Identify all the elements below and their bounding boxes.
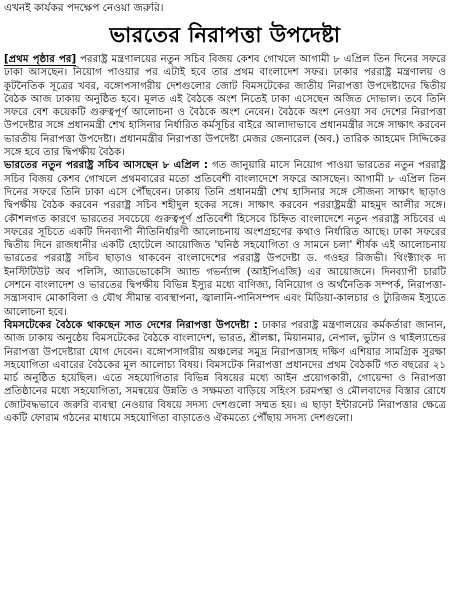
intro-paragraph bbox=[4, 53, 446, 159]
section-foreign-secretary-head: ভারতের নতুন পররাষ্ট্র সচিব আসছেন ৮ এপ্রিল : bbox=[4, 160, 208, 172]
continuation-tag: [প্রথম পৃষ্ঠার পর] bbox=[4, 54, 77, 65]
section-foreign-secretary-text: গত জানুয়ারি মাসে নিয়োগ পাওয়া ভারতের নতুন পররাষ্ট্র সচিব বিজয় কেশব গোখলে প্রথমবারের মতো প্রতিবেশী বাংলাদেশে সফরে আসছেন। আগামী ৮ এপ্রিল তিন দিনের সফরে তিনি ঢাকা এসে পৌঁছবেন। ঢাকায় তিনি প্রধানমন্ত্রী শেখ হাসিনার সঙ্গে সৌজন্য সাক্ষাৎ ছাড়াও দ্বিপক্ষীয় বৈঠক করবেন পররাষ্ট্র সচিব শহীদুল হকের সঙ্গে। সাক্ষাৎ করবেন পররাষ্ট্রমন্ত্রী মাহমুদ আলীর সঙ্গে। কৌশলগত কারণে ভারতের সবচেয়ে গুরুত্বপূর্ণ প্রতিবেশী হিসেবে চিহ্নিত বাংলাদেশে নতুন পররাষ্ট্র সচিবের এ সফরের সূচিতে একটি দিনব্যাপী নীতিনির্ধারণী আলোচনায় অংশগ্রহণের কথাও নির্ধারিত আছে। ঢাকা সফরের দ্বিতীয় দিনে রাজধানীর একটি হোটেলে আয়োজিত 'ঘনিষ্ঠ সহযোগিতা ও সামনে চলা' শীর্ষক এই আলোচনায় ভারতের পররাষ্ট্র সচিব ছাড়াও থাকবেন বাংলাদেশের পররাষ্ট্র উপদেষ্টা ড. গওহর রিজভী। থিংক্ট্যাংক দ্য ইনস্টিটিউট অব পলিসি, অ্যাডভোকেসি অ্যান্ড গভর্ন্যান্স (আইপিএজি) এর আয়োজনে। দিনব্যাপী চারটি সেশনে বাংলাদেশ ও ভারতের দ্বিপক্ষীয় বিভিন্ন ইস্যুর মধ্যে বাণিজ্য, বিনিয়োগ ও অর্থনৈতিক সম্পর্ক, নিরাপত্তা-সন্ত্রাসবাদ মোকাবিলা ও যৌথ সীমান্ত ব্যবস্থাপনা, জ্বালানি-পানিসম্পদ এবং মিডিয়া-কালচার ও ট্যুরিজম ইস্যুতে আলোচনা হবে। bbox=[4, 160, 446, 318]
section-foreign-secretary bbox=[4, 159, 446, 319]
article-headline: ভারতের নিরাপত্তা উপদেষ্টা bbox=[109, 23, 341, 47]
intro-text: পররাষ্ট্র মন্ত্রণালয়ের নতুন সচিব বিজয় কেশব গোখলে আগামী ৮ এপ্রিল তিন দিনের সফরে ঢাকা আসছেন। নিয়োগ পাওয়ার পর এটাই হবে তার প্রথম বাংলাদেশ সফর। ঢাকার পররাষ্ট্র মন্ত্রণালয় ও কূটনৈতিক সূত্রের খবর, বঙ্গোপসাগরীয় দেশগুলোর জোট বিমসটেকের জাতীয় নিরাপত্তা উপদেষ্টাদের দ্বিতীয় বৈঠক আজ ঢাকায় অনুষ্ঠিত হবে। মূলত এই বৈঠকে অংশ নিতেই ঢাকা এসেছেন অজিত দোভাল। তবে তিনি সফরে বেশ কয়েকটি গুরুত্বপূর্ণ আলোচনা ও বৈঠকে অংশ নেবেন। বৈঠকে অংশ নেওয়া সব দেশের নিরাপত্তা উপদেষ্টার সঙ্গে প্রধানমন্ত্রী শেখ হাসিনার নির্ধারিত কর্মসূচির বাইরে আলাদাভাবে প্রধানমন্ত্রীর সঙ্গে সাক্ষাৎ করবেন ভারতীয় নিরাপত্তা উপদেষ্টা। প্রধানমন্ত্রীর নিরাপত্তা উপদেষ্টা মেজর জেনারেল (অব.) তারিক আহমেদ সিদ্দিকের সঙ্গে হবে তার দ্বিপক্ষীয় বৈঠক। bbox=[4, 54, 446, 159]
section-bimstec-head: বিমসটেকের বৈঠকে থাকছেন সাত দেশের নিরাপত্তা উপদেষ্টা : bbox=[4, 319, 258, 331]
section-bimstec-text: ঢাকার পররাষ্ট্র মন্ত্রণালয়ের কর্মকর্তারা জানান, আজ ঢাকায় অনুষ্ঠেয় বিমসটেকের বৈঠকে বাংলাদেশ, ভারত, শ্রীলঙ্কা, মিয়ানমার, নেপাল, ভুটান ও থাইল্যান্ডের নিরাপত্তা উপদেষ্টারা যোগ দেবেন। বঙ্গোপসাগরীয় অঞ্চলের সমুদ্র নিরাপত্তাসহ দক্ষিণ এশিয়ার সামগ্রিক সুরক্ষা সহযোগিতা এবারের বৈঠকের মূল আলোচ্য বিষয়। বিমসটেক নিরাপত্তা প্রধানদের প্রথম বৈঠকটি গত বছরের ২১ মার্চ অনুষ্ঠিত হয়েছিল। এতে সহযোগিতার বিভিন্ন বিষয়ের মধ্যে আইন প্রয়োগকারী, গোয়েন্দা ও নিরাপত্তা প্রতিষ্ঠানের মধ্যে সহযোগিতা, সমন্বয়ের উন্নতি ও সক্ষমতা বাড়িয়ে সহিংস চরমপন্থা ও মৌলবাদের বিস্তার রোধে জোটবদ্ধভাবে জরুরি ব্যবস্থা নেওয়ার বিষয়ে সদস্য দেশগুলো সম্মত হয়। এ ছাড়া ইন্টারনেট নিরাপত্তার ক্ষেত্রে একটি ফোরাম গঠনের মাধ্যমে সহযোগিতা বাড়াতেও ঐকমত্যে পৌঁছায় সদস্য দেশগুলো। bbox=[4, 319, 446, 425]
section-bimstec bbox=[4, 319, 446, 425]
article-body bbox=[4, 53, 446, 425]
previous-text-line: এখনই কার্যকর পদক্ষেপ নেওয়া জরুরি। bbox=[4, 2, 164, 14]
